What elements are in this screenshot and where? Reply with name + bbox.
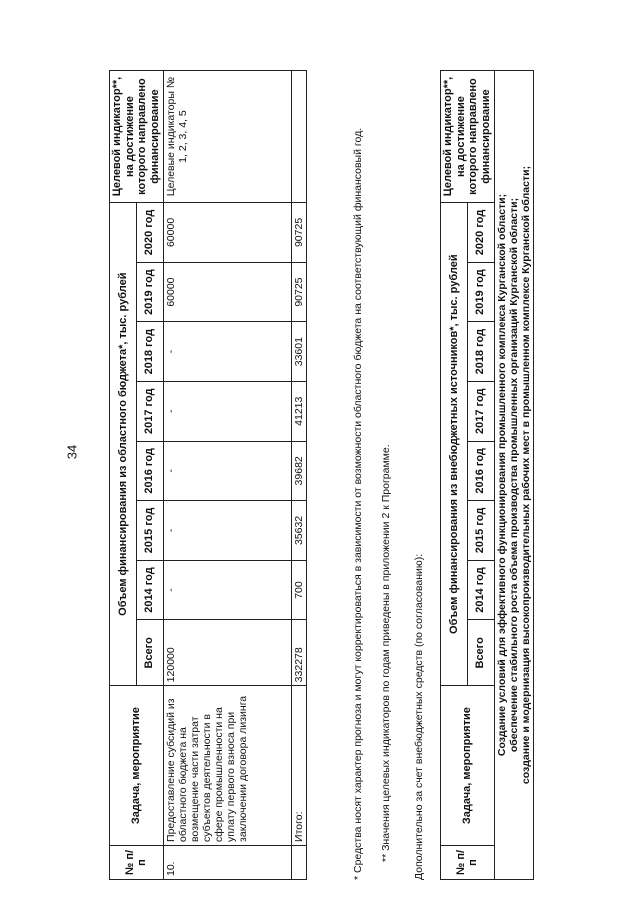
row-year-value: - (163, 560, 291, 620)
row-year-value: 60000 (163, 262, 291, 322)
row-total: 120000 (163, 620, 291, 686)
col-indicator-header: Целевой индикатор**, на достижение которого направлено финансирование (441, 71, 495, 203)
total-year-value: 90725 (291, 203, 306, 263)
col-year-header: 2018 год (467, 322, 494, 382)
total-label: Итого: (291, 686, 306, 846)
col-num-header: № п/п (441, 845, 495, 879)
col-year-header: 2014 год (136, 560, 163, 620)
goal-line: создание и модернизация высокопроизводительных рабочих мест в промышленном комплексе Курганской области; (519, 165, 532, 785)
row-year-value: - (163, 381, 291, 441)
total-year-value: 90725 (291, 262, 306, 322)
row-year-value: - (163, 501, 291, 561)
col-year-header: 2018 год (136, 322, 163, 382)
row-task: Предоставление субсидий из областного бюджета на возмещение части затрат субъектов деятельности в сфере промышленности на уплату первого взноса при заключении договора лизинга (163, 686, 291, 846)
row-year-value: - (163, 322, 291, 382)
extrabudget-financing-table (440, 70, 534, 880)
col-total-header: Всего (467, 620, 494, 686)
row-year-value: - (163, 441, 291, 501)
total-year-value: 35632 (291, 501, 306, 561)
total-sum: 332278 (291, 620, 306, 686)
total-year-value: 700 (291, 560, 306, 620)
col-year-header: 2020 год (467, 203, 494, 263)
col-year-header: 2015 год (136, 501, 163, 561)
col-total-header: Всего (136, 620, 163, 686)
row-num: 10. (163, 845, 291, 879)
col-year-header: 2019 год (136, 262, 163, 322)
row-indicator: Целевые индикаторы № 1, 2, 3, 4, 5 (163, 71, 291, 203)
extrabudget-intro: Дополнительно за счет внебюджетных средств (по согласованию): (413, 553, 425, 880)
col-year-header: 2017 год (467, 381, 494, 441)
col-indicator-header: Целевой индикатор**, на достижение которого направлено финансирование (110, 71, 164, 203)
footnote-forecast: * Средства носят характер прогноза и могут корректироваться в зависимости от возможности областного бюджета на соответствующий финансовый год. (352, 127, 364, 880)
total-row (291, 71, 306, 880)
page-number: 34 (64, 444, 80, 460)
col-num-header: № п/п (110, 845, 164, 879)
col-task-header: Задача, мероприятие (110, 686, 164, 846)
col-volume-header: Объем финансирования из областного бюджета*, тыс. рублей (110, 203, 137, 686)
goal-line: Создание условий для эффективного функционирования промышленного комплекса Курганской области; (495, 193, 508, 757)
rotated-page-content (95, 60, 640, 880)
col-year-header: 2017 год (136, 381, 163, 441)
budget-financing-table (109, 70, 307, 880)
col-year-header: 2016 год (136, 441, 163, 501)
row-year-value: 60000 (163, 203, 291, 263)
col-year-header: 2015 год (467, 501, 494, 561)
total-year-value: 39682 (291, 441, 306, 501)
col-year-header: 2014 год (467, 560, 494, 620)
goal-row (494, 71, 533, 880)
goal-cell (494, 71, 533, 880)
goal-line: обеспечение стабильного роста объема производства промышленных организаций Курганской области; (507, 197, 520, 753)
col-task-header: Задача, мероприятие (441, 686, 495, 846)
total-year-value: 33601 (291, 322, 306, 382)
col-year-header: 2019 год (467, 262, 494, 322)
total-year-value: 41213 (291, 381, 306, 441)
col-volume-header: Объем финансирования из внебюджетных источников*, тыс. рублей (441, 203, 468, 686)
col-year-header: 2020 год (136, 203, 163, 263)
col-year-header: 2016 год (467, 441, 494, 501)
table-row (163, 71, 291, 880)
footnote-indicators: ** Значения целевых индикаторов по годам приведены в приложении 2 к Программе. (380, 444, 392, 862)
